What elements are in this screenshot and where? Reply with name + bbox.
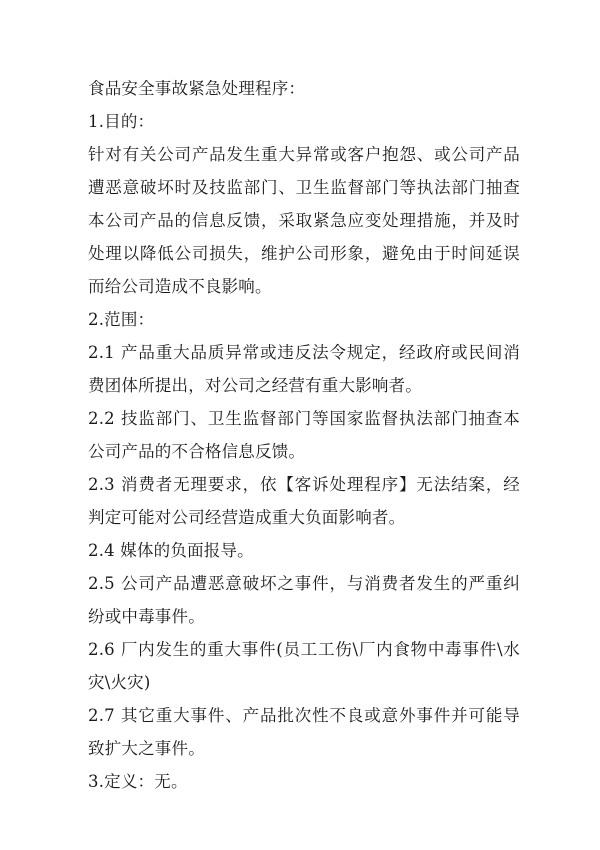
document-title: 食品安全事故紧急处理程序：: [88, 79, 306, 98]
scope-item-2-4: 2.4 媒体的负面报导。: [88, 541, 254, 560]
scope-item-2-1: 2.1 产品重大品质异常或违反法令规定，经政府或民间消费团体所提出，对公司之经营有重大影响者。: [88, 343, 520, 395]
section-purpose-heading: 1.目的：: [88, 112, 155, 131]
scope-item-2-6: 2.6 厂内发生的重大事件(员工工伤\厂内食物中毒事件\水灾\火灾): [88, 640, 520, 692]
scope-item-2-2: 2.2 技监部门、卫生监督部门等国家监督执法部门抽查本公司产品的不合格信息反馈。: [88, 409, 520, 461]
document-body: [88, 72, 520, 798]
section-definition: 3.定义：无。: [88, 772, 188, 791]
scope-item-2-5: 2.5 公司产品遭恶意破坏之事件，与消费者发生的严重纠纷或中毒事件。: [88, 574, 520, 626]
section-purpose-text: 针对有关公司产品发生重大异常或客户抱怨、或公司产品遭恶意破坏时及技监部门、卫生监督部门等执法部门抽查本公司产品的信息反馈，采取紧急应变处理措施，并及时处理以降低公司损失，维护公司形象，避免由于时间延误而给公司造成不良影响。: [88, 145, 520, 296]
scope-item-2-7: 2.7 其它重大事件、产品批次性不良或意外事件并可能导致扩大之事件。: [88, 706, 520, 758]
section-scope-heading: 2.范围：: [88, 310, 155, 329]
scope-item-2-3: 2.3 消费者无理要求，依【客诉处理程序】无法结案，经判定可能对公司经营造成重大负面影响者。: [88, 475, 520, 527]
